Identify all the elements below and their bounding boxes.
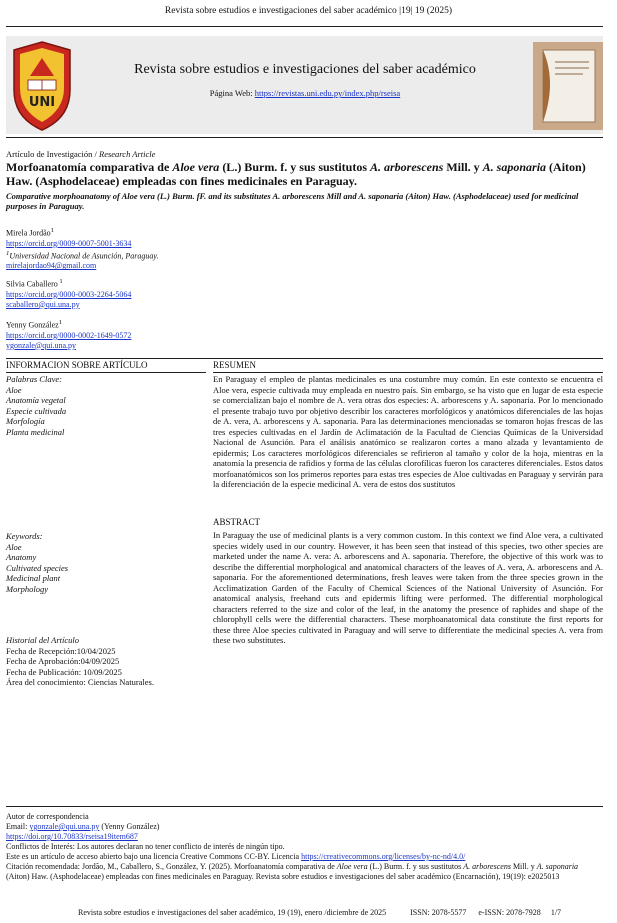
title-species: A. arborescens xyxy=(370,160,444,174)
running-header: Revista sobre estudios e investigaciones del saber académico |19| 19 (2025) xyxy=(164,6,453,16)
article-title xyxy=(6,160,603,188)
license-link[interactable]: https://creativecommons.org/licenses/by-nc-nd/4.0/ xyxy=(301,852,466,861)
keywords-es-label: Palabras Clave: xyxy=(6,374,62,384)
keyword: Planta medicinal xyxy=(6,426,65,437)
page-number: 1/7 xyxy=(550,908,562,917)
bottom-line xyxy=(78,908,603,918)
corresponding-email: Email: ygonzale@qui.una.py (Yenny González) xyxy=(6,822,160,831)
conflicts-statement: Conflictos de Interés: Los autores declaran no tener conflicto de interés de ningún tipo. xyxy=(6,842,285,851)
keyword: Especie cultivada xyxy=(6,405,67,416)
author-name: Yenny González$^1$ xyxy=(6,319,63,330)
resumen-heading: RESUMEN xyxy=(213,360,257,370)
author-block-1 xyxy=(6,226,256,271)
abstract-heading: ABSTRACT xyxy=(213,517,261,527)
author-block-2 xyxy=(6,277,256,310)
journal-cover-image xyxy=(533,42,603,130)
footer-block xyxy=(6,812,603,882)
keyword: Morfología xyxy=(6,416,45,426)
article-subtitle: Comparative morphoanatomy of Aloe vera (L.) Burm. fF. and its substitutes A. arborescens Mill and A. saponaria (Aiton) Haw. (Asphodelaceae) used for medicinal purposes in Paraguay. xyxy=(6,191,579,211)
title-species: Aloe vera xyxy=(172,160,220,174)
title-part: Morfoanatomía comparativa de xyxy=(6,160,173,174)
title-species: A. saponaria xyxy=(482,160,547,174)
keyword: Anatomía vegetal xyxy=(6,395,66,405)
info-heading: INFORMACION SOBRE ARTÍCULO xyxy=(6,360,148,370)
history-item: Fecha de Aprobación:04/09/2025 xyxy=(6,656,120,666)
banner-rule xyxy=(6,137,603,138)
author-email-link[interactable]: scaballero@qui.una.py xyxy=(6,299,80,309)
author-orcid-link[interactable]: https://orcid.org/0009-0007-5001-3634 xyxy=(6,238,132,248)
history-item: Fecha de Recepción:10/04/2025 xyxy=(6,645,116,656)
abstract-text: In Paraguay the use of medicinal plants is a very common custom. In this context we find Aloe vera, a cultivated species widely used in our country. However, it has been seen that instead of this species, two other species are marketed under the name A. vera: A. arborescens and A. saponaria. Therefore, the objective of this work was to describe the differential morphological and anatomical characters of the leaves of A. vera, A. arborescens and A. saponaria. For the aforementioned determinations, fresh leaves were taken from the three species grown in the Acclimatization Garden of the Faculty of Chemical Sciences of the National University of Asunción. For anatomical analysis, freehand cuts and epidermis lifting were performed. The differential morphological characters referred to the size and color of the leaf, in the anatomy the presence of raphides and shape of the chlorophyll cells were the differential characters. These morphoanatomical data constitute the first reports for these three Aloe species cultivated in Paraguay and will serve to differentiate the medicinal species A. vera from these two substitutes. xyxy=(213,530,603,645)
resumen-text: En Paraguay el empleo de plantas medicinales es una costumbre muy común. En este contexto se encuentra el Aloe vera, especie cultivada muy empleada en nuestro país. Sin embargo, se ha visto que en lugar de esta especie se comercializan bajo el nombre de A. vera otras dos especies: A. arborescens y A. saponaria. Por lo mencionado el presente trabajo tuvo por objetivo describir los caracteres morfológicos y anatómicos diferenciales de las hojas de A. vera, A. arborescens y A. saponaria. Para las determinaciones mencionadas se tomaron hojas frescas de las tres especies cultivadas en el Jardín de Aclimatación de la Facultad de Ciencias Químicas de la Universidad Nacional de Asunción. Para el análisis anatómico se realizaron cortes a mano alzada y levantamiento de epidermis; Los caracteres morfológicos diferenciales se refirieron al tamaño y color de la hoja, mientras en la anatomía la presencia de rafidios y forma de las células clorofílicas fueron los caracteres diferenciales. Estos datos morfoanatómicos son los primeros reportes para estas tres especies de Aloe cultivadas en Paraguay y servirán para la diferenciación de la especie medicinal A. vera de estos dos sustitutos xyxy=(213,374,603,489)
author-email-link[interactable]: mirelajordao94@gmail.com xyxy=(6,261,97,271)
footer-rule xyxy=(6,806,603,807)
history-label: Historial del Artículo xyxy=(6,635,80,645)
citation: Citación recomendada: Jordão, M., Caballero, S., González, Y. (2025). Morfoanatomía comparativa de Aloe vera (L.) Burm. f. y sus sustitutos A. arborescens Mill. y A. saponaria (Aiton) Haw. (Asphodelaceae) empleadas con fines medicinales en Paraguay. Revista sobre estudios e investigaciones del saber académico (Encarnación), 19(19): e2025013 xyxy=(6,862,579,881)
resumen-rule xyxy=(213,372,603,373)
info-column xyxy=(6,360,206,371)
web-label: Página Web: xyxy=(209,88,255,98)
keyword: Anatomy xyxy=(6,552,37,562)
journal-web xyxy=(80,88,530,98)
author-orcid-link[interactable]: https://orcid.org/0000-0002-1649-0572 xyxy=(6,330,132,340)
article-type-en: Research Article xyxy=(99,149,156,159)
article-history xyxy=(6,635,206,688)
keyword: Cultivated species xyxy=(6,562,69,573)
title-part: Mill. y xyxy=(443,160,483,174)
keywords-es xyxy=(6,374,206,437)
article-type-es: Artículo de Investigación / xyxy=(6,149,100,159)
logo-text: UNI xyxy=(28,95,56,110)
title-part: (Aiton) Haw. (Asphodelaceae) empleadas con fines medicinales en Paraguay. xyxy=(6,160,586,188)
doi-link[interactable]: https://doi.org/10.70833/rseisa19item687 xyxy=(6,832,138,841)
history-item: Área del conocimiento: Ciencias Naturales. xyxy=(6,677,154,687)
keyword: Aloe xyxy=(6,384,22,395)
section-rule xyxy=(6,358,603,359)
keyword: Aloe xyxy=(6,541,22,552)
author-name: Mirela Jordão$^1$ xyxy=(6,227,54,238)
corresponding-email-link[interactable]: ygonzale@qui.una.py xyxy=(29,822,100,831)
info-rule xyxy=(6,372,206,373)
article-type xyxy=(6,149,603,160)
eissn: e-ISSN: 2078-7928 xyxy=(478,908,541,917)
author-name: Silvia Caballero $^1$ xyxy=(6,278,63,289)
header-rule xyxy=(6,26,603,27)
history-item: Fecha de Publicación: 10/09/2025 xyxy=(6,666,122,677)
journal-web-link[interactable]: https://revistas.uni.edu.py/index.php/rseisa xyxy=(254,88,401,98)
author-orcid-link[interactable]: https://orcid.org/0000-0003-2264-5064 xyxy=(6,289,132,299)
issn: ISSN: 2078-5577 xyxy=(410,908,467,917)
title-part: (L.) Burm. f. y sus sustitutos xyxy=(219,160,370,174)
license-statement: Este es un artículo de acceso abierto bajo una licencia Creative Commons CC-BY. Licencia https://creativecommons.org/licenses/by-nc-nd/4.0/ xyxy=(6,852,466,861)
keyword: Morphology xyxy=(6,583,49,594)
keyword: Medicinal plant xyxy=(6,573,61,583)
author-affiliation: $^1$Universidad Nacional de Asunción, Paraguay. xyxy=(6,249,159,261)
university-logo xyxy=(8,40,76,132)
journal-banner xyxy=(6,36,603,134)
corresponding-label: Autor de correspondencia xyxy=(6,812,89,821)
keywords-en xyxy=(6,531,206,594)
author-block-3 xyxy=(6,318,256,351)
bottom-journal: Revista sobre estudios e investigaciones del saber académico, 19 (19), enero /diciembre de 2025 xyxy=(78,908,387,917)
journal-name: Revista sobre estudios e investigaciones del saber académico xyxy=(134,62,476,77)
author-email-link[interactable]: ygonzale@qui.una.py xyxy=(6,340,77,350)
resumen-section xyxy=(213,360,603,371)
keywords-en-label: Keywords: xyxy=(6,531,43,541)
